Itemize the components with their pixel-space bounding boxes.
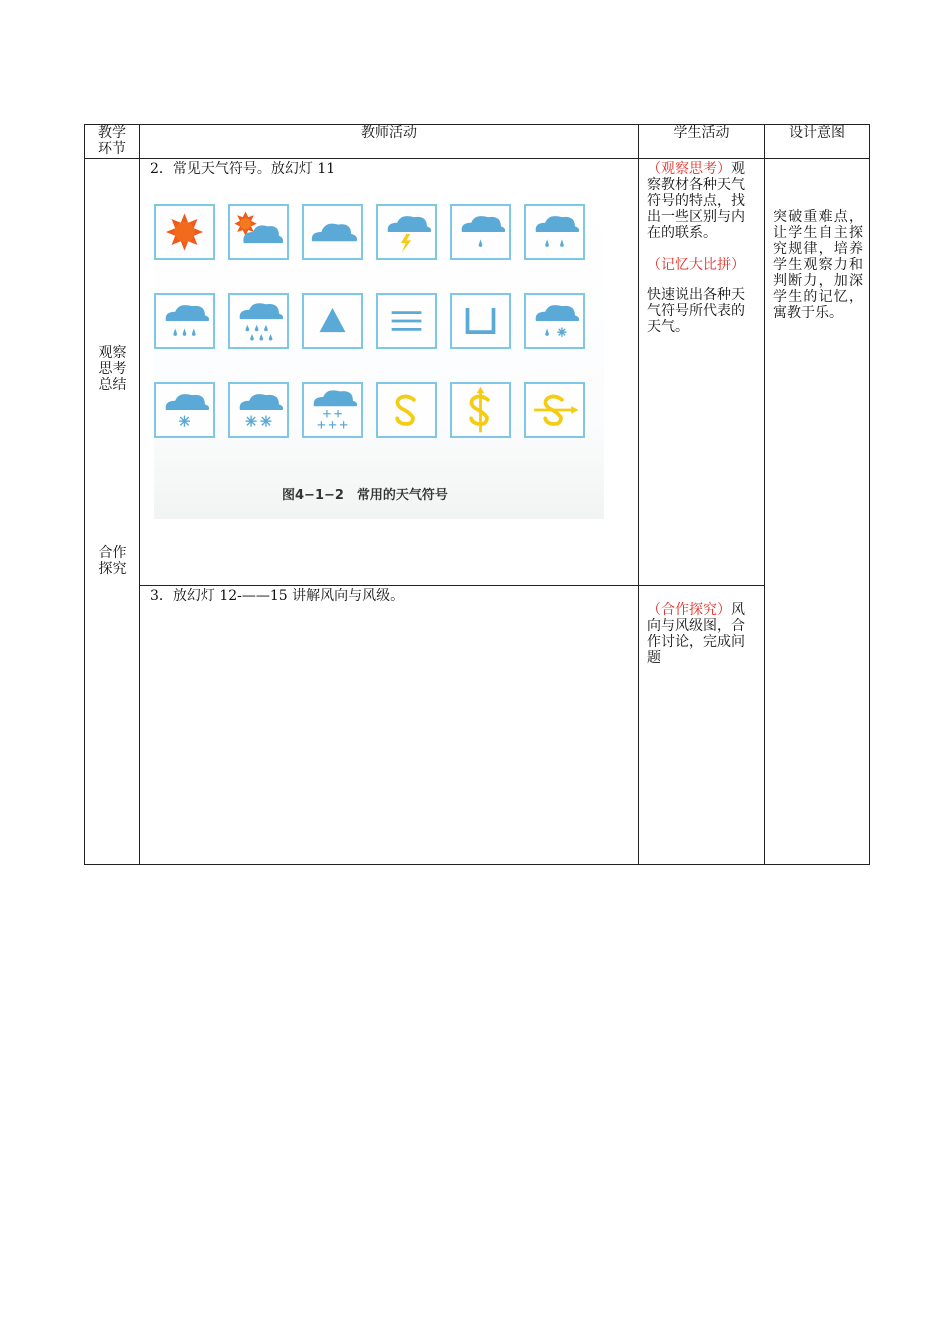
design-text: 突破重难点，让学生自主探究规律，培养学生观察力和判断力，加深学生的记忆，寓教于乐。 xyxy=(773,209,863,321)
student-tag-memory: （记忆大比拼） xyxy=(647,257,745,273)
teacher-text-2: 3．放幻灯 12-——15 讲解风向与风级。 xyxy=(150,588,405,604)
heavy-rain-icon xyxy=(154,293,215,349)
sleet-icon xyxy=(524,293,585,349)
fog-icon xyxy=(376,293,437,349)
student-text-observe: 观察教材各种天气符号的特点，找出一些区别与内在的联系。 xyxy=(647,161,745,241)
moderate-rain-icon xyxy=(524,204,585,260)
thunderstorm-icon xyxy=(376,204,437,260)
teacher-text-1: 2．常见天气符号。放幻灯 11 xyxy=(150,161,336,177)
design-cell xyxy=(765,159,870,865)
student-text-memory: 快速说出各种天气符号所代表的天气。 xyxy=(647,287,745,335)
blowing-sand-icon xyxy=(524,382,585,438)
weather-symbols-figure xyxy=(154,201,604,519)
rainstorm-icon xyxy=(228,293,289,349)
sunny-icon xyxy=(154,204,215,260)
student-block-1 xyxy=(639,159,764,337)
cloudy-icon xyxy=(302,204,363,260)
hail-icon xyxy=(302,293,363,349)
teacher-cell-2 xyxy=(140,586,639,865)
figure-caption: 图4−1−2 常用的天气符号 xyxy=(282,488,448,503)
partly-cloudy-icon xyxy=(228,204,289,260)
header-row xyxy=(85,125,870,159)
frost-icon xyxy=(450,293,511,349)
header-design: 设计意图 xyxy=(765,125,870,159)
student-tag-cooperate: （合作探究） xyxy=(647,602,731,618)
sandstorm-icon xyxy=(450,382,511,438)
student-cell-1 xyxy=(639,159,765,586)
student-text-cooperate: 风向与风级图，合作讨论，完成问题 xyxy=(647,602,745,666)
light-rain-icon xyxy=(450,204,511,260)
light-snow-icon xyxy=(154,382,215,438)
heavy-snow-icon xyxy=(302,382,363,438)
lesson-table xyxy=(84,124,870,865)
student-cell-2 xyxy=(639,586,765,865)
floating-dust-icon xyxy=(376,382,437,438)
student-block-2 xyxy=(639,586,764,668)
moderate-snow-icon xyxy=(228,382,289,438)
row-wind xyxy=(85,586,870,865)
stage-label-observe: 观察思考总结 xyxy=(98,345,127,393)
stage-label-cooperate: 合作探究 xyxy=(98,545,127,577)
header-stage: 教学环节 xyxy=(85,125,140,159)
stage-cell xyxy=(85,159,140,865)
row-weather-symbols xyxy=(85,159,870,586)
teacher-cell-1 xyxy=(140,159,639,586)
header-student: 学生活动 xyxy=(639,125,765,159)
header-teacher: 教师活动 xyxy=(140,125,639,159)
student-tag-observe: （观察思考） xyxy=(647,161,731,177)
